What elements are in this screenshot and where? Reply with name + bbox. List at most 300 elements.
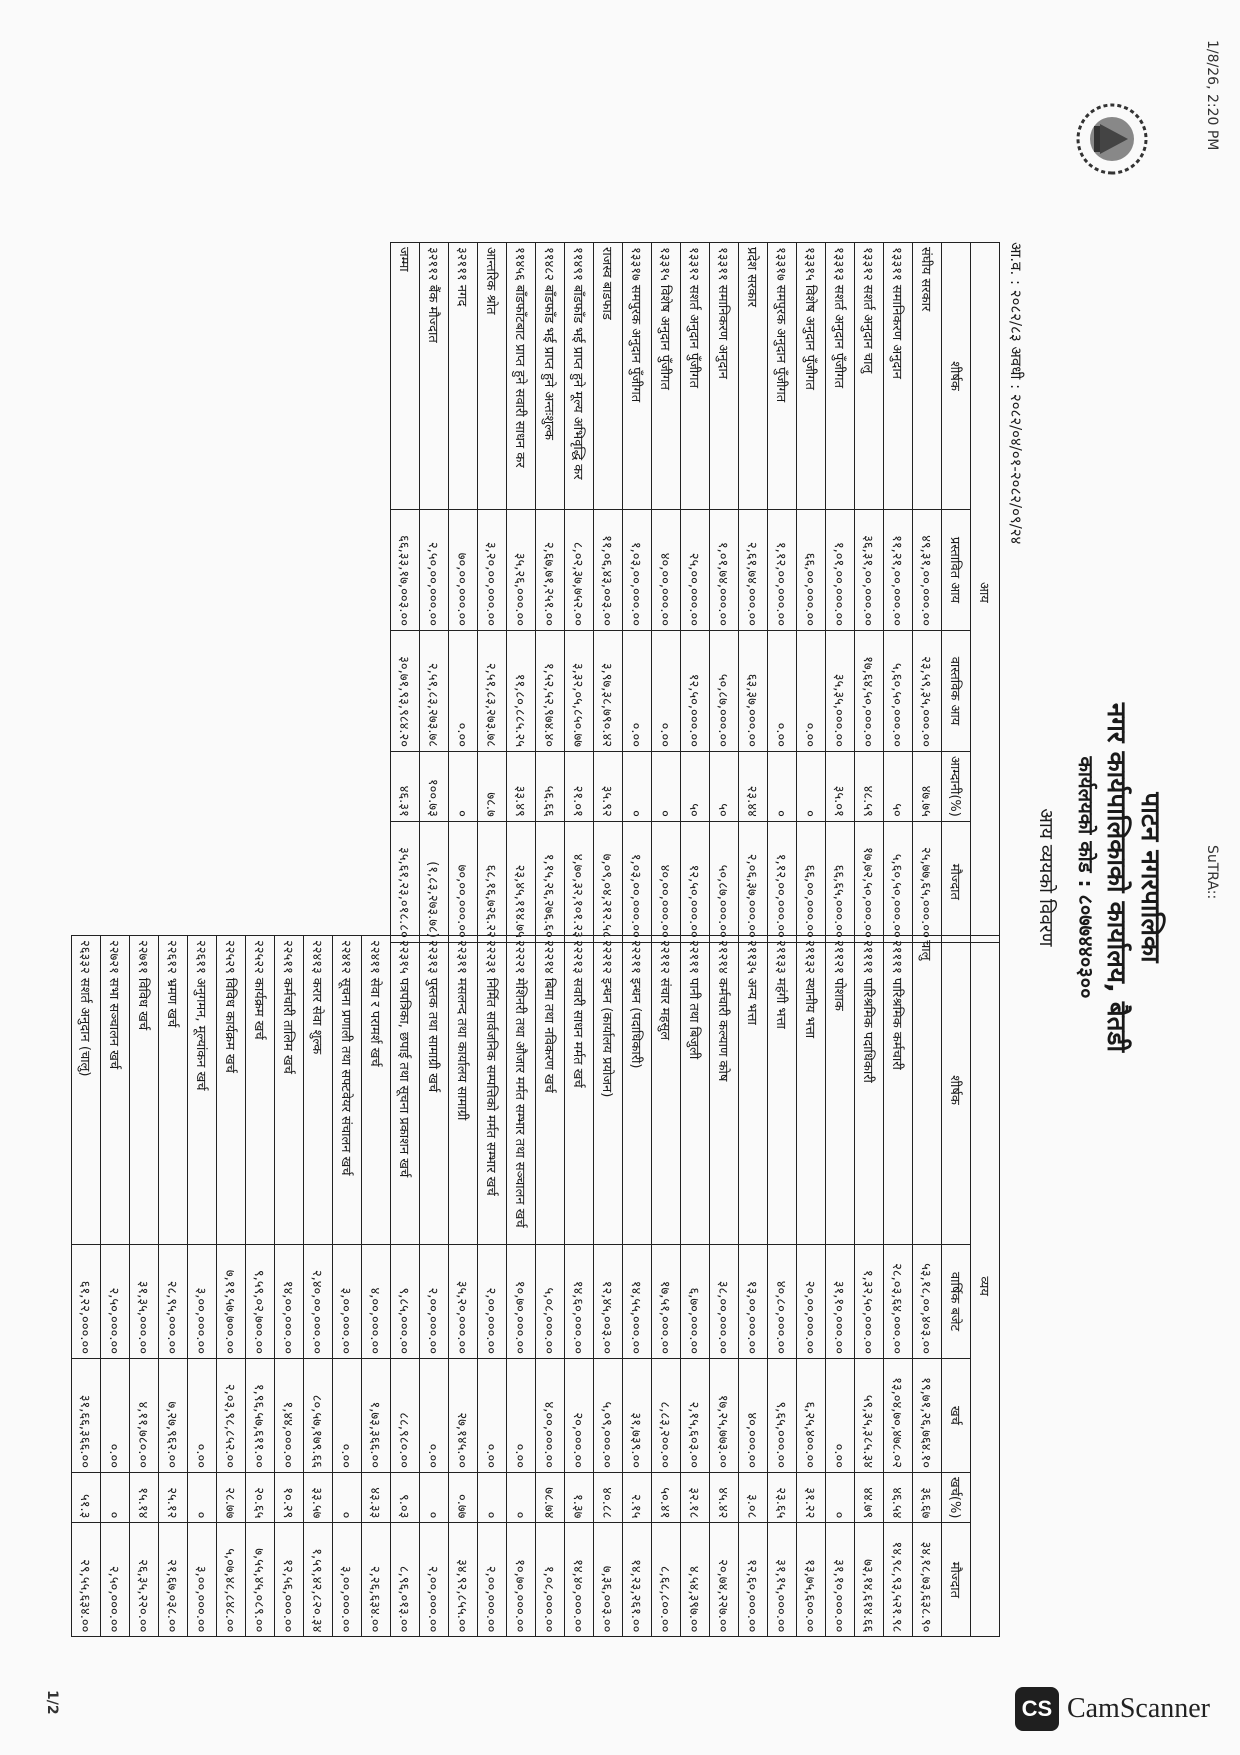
expense-cell: २२२२१ मेशिनरी तथा औजार मर्मत सम्भार तथा सञ्चालन खर्च [507,936,536,1245]
expense-cell: ४,००,०००.०० [362,1245,391,1359]
income-cell: ७०,००,०००.०० [449,821,478,942]
expense-cell: २२४१२ सूचना प्रणाली तथा सफ्टवेयर संचालन खर्च [333,936,362,1245]
income-cell: १३३१२ सशर्त अनुदान पुँजीगत [681,243,710,510]
expense-table-row [797,936,826,1637]
income-cell: राजस्व बाडफाड [594,243,623,510]
expense-cell: ० [478,1473,507,1523]
income-cell: ४८.५९ [855,752,884,822]
income-cell: २३,४५,११४.७५ [507,821,536,942]
income-cell: ४०,००,०००.०० [652,821,681,942]
expense-cell: २६,३५,२२०.०० [130,1523,159,1637]
expense-cell: २११३२ स्थानीय भत्ता [797,936,826,1245]
income-cell: १,१२,००,०००.०० [768,821,797,942]
expense-cell: २२१११ पानी तथा बिजुली [681,936,710,1245]
income-section-header: आय [971,243,1000,943]
expense-cell: ४६.५४ [884,1473,913,1523]
expense-cell: २२७११ विविध खर्च [130,936,159,1245]
expense-cell: २०,००,०००.०० [797,1245,826,1359]
expense-cell: ०.७७ [449,1473,478,1523]
expense-cell: १०,७०,०००.०० [507,1245,536,1359]
header-office: नगर कार्यपालिकाको कार्यालय, बैतडी [1101,702,1131,1053]
expense-cell: ५०.४१ [652,1473,681,1523]
income-cell: ३३.४९ [507,752,536,822]
income-cell: ५०,८७,०००.०० [710,821,739,942]
income-cell: २३.४४ [739,752,768,822]
income-cell: १,०१,००,०००.०० [826,510,855,631]
income-cell: १७,६४,५०,०००.०० [855,631,884,752]
expense-cell: ३,००,०००.०० [333,1523,362,1637]
expense-cell: ७३,१४,६१४.६६ [855,1523,884,1637]
expense-cell: ०.०० [420,1359,449,1473]
expense-cell: २११३५ अन्य भत्ता [739,936,768,1245]
expense-col-percent: खर्च(%) [942,1473,971,1523]
income-table-row [449,243,478,943]
expense-cell: १४,६०,०००.०० [565,1245,594,1359]
app-name: SuTRA:: [1204,845,1220,900]
income-cell: प्रदेश सरकार [739,243,768,510]
income-cell: ६६,००,०००.०० [797,821,826,942]
expense-table-row [623,936,652,1637]
income-cell: ३,२०,००,०००.०० [478,510,507,631]
expense-table-row [72,936,101,1637]
expense-cell: ७,५५,४५,०८९.०० [246,1523,275,1637]
expense-cell: २२६१२ भ्रमण खर्च [159,936,188,1245]
income-cell: ३५.९२ [594,752,623,822]
income-cell: ० [449,752,478,822]
expense-cell: १४,४०,०००.०० [565,1523,594,1637]
expense-col-title: शीर्षक [942,936,971,1245]
expense-cell: ० [188,1473,217,1523]
income-cell: ५०,८७,०००.०० [710,631,739,752]
expense-cell: ५,०७,४८,८४८.०० [217,1523,246,1637]
expense-cell: १,३२,५०,०००.०० [855,1245,884,1359]
expense-cell: १४,२३,२६१.०० [623,1523,652,1637]
income-cell: ० [652,752,681,822]
income-cell: ३,३२,०५,८५०.७७ [565,631,594,752]
expense-table-row [565,936,594,1637]
expense-cell: ३,००,०००.०० [188,1523,217,1637]
expense-cell: २,०३,९८,८५२.०० [217,1359,246,1473]
expense-cell: २,४०,००,०००.०० [304,1245,333,1359]
expense-cell: १.३७ [565,1473,594,1523]
income-cell: ६६,६५,०००.०० [826,821,855,942]
income-cell: १३३११ समानिकरण अनुदान [884,243,913,510]
income-cell: ११,८०,८८५.२५ [507,631,536,752]
page-number: 1/2 [44,1690,60,1715]
expense-cell: ० [826,1473,855,1523]
expense-cell: ९,६५,०००.०० [768,1359,797,1473]
expense-cell: ७,११,५७,७००.०० [217,1245,246,1359]
income-cell: १३३१३ सशर्त अनुदान पुँजीगत [826,243,855,510]
income-cell: १,०३,००,०००.०० [623,510,652,631]
expense-cell: ३,००,०००.०० [188,1245,217,1359]
income-cell: ०.०० [623,631,652,752]
income-cell: आन्तरिक श्रोत [478,243,507,510]
expense-cell: ० [420,1473,449,1523]
income-cell: ४९,३१,००,०००.०० [913,510,942,631]
expense-col-spent: खर्च [942,1359,971,1473]
expense-column-headers [942,936,971,1637]
income-cell: ५० [681,752,710,822]
header-subtitle: आय व्ययको विवरण [1035,808,1057,947]
expense-cell: ७,३६,००३.०० [594,1523,623,1637]
income-cell: ७,०९,०४,२१२.५८ [594,821,623,942]
income-cell: ६८,१६,७२६.२२ [478,821,507,942]
expense-cell: ३६.६७ [913,1473,942,1523]
expense-table-row [739,936,768,1637]
expense-cell: ०.०० [333,1359,362,1473]
expense-col-balance: मौज्दात [942,1523,971,1637]
expense-cell: १२,६०,०००.०० [739,1523,768,1637]
income-table-row [710,243,739,943]
expense-cell: १७,५१,०००.०० [652,1245,681,1359]
income-table-row [652,243,681,943]
income-cell: १३३११ समानिकरण अनुदान [710,243,739,510]
income-table-row [884,243,913,943]
income-cell: ३५,२६,०००.०० [507,510,536,631]
income-table-row [623,243,652,943]
expense-cell: ३४,१८,७३,६३८.९० [913,1523,942,1637]
expense-cell: ४५.४२ [710,1473,739,1523]
expense-table-row [449,936,478,1637]
income-cell: २,५१,८३,२७३.७८ [478,631,507,752]
expense-cell: १,५९,४२,८२०.३४ [304,1523,333,1637]
expense-cell: ३१,१५,०००.०० [768,1523,797,1637]
expense-cell: ३१,७३९.०० [623,1359,652,1473]
expense-table-row [768,936,797,1637]
expense-cell: २२३१३ पुस्तक तथा सामाग्री खर्च [420,936,449,1245]
expense-table-row [101,936,130,1637]
income-cell: जम्मा [391,243,420,510]
income-table [390,242,1000,943]
income-cell: ५० [710,752,739,822]
expense-cell: ९,५९,०२,७००.०० [246,1245,275,1359]
income-cell: ०.०० [652,631,681,752]
income-cell: ३०,७१,९३,९८४.२० [391,631,420,752]
print-datetime: 1/8/26, 2:20 PM [1204,40,1220,151]
income-cell: १,५२,५२,९७४.४० [536,631,565,752]
income-cell: ११४८२ बाँडफाँड भई प्राप्त हुने अन्तःशुल्क [536,243,565,510]
expense-cell: १,९६,५७,६११.०० [246,1359,275,1473]
expense-cell: १५.१४ [130,1473,159,1523]
income-cell: ०.०० [449,631,478,752]
income-cell: ३५.०१ [826,752,855,822]
income-cell: २,५०,००,०००.०० [420,510,449,631]
expense-cell: १०,७०,०००.०० [507,1523,536,1637]
expense-cell: १,४४,०००.०० [275,1359,304,1473]
expense-cell: ८,८३,२००.०० [652,1359,681,1473]
expense-cell: ३३.५७ [304,1473,333,1523]
expense-table-row [275,936,304,1637]
income-cell: ५,६०,५०,०००.०० [884,631,913,752]
expense-cell: २२२११ इन्धन (पदाधिकारी) [623,936,652,1245]
expense-cell: ३५,२०,०००.०० [449,1245,478,1359]
expense-cell: ८,६८,८००.०० [652,1523,681,1637]
expense-cell: १२,४५,००३.०० [594,1245,623,1359]
expense-cell: २२६११ अनुगमन, मूल्यांकन खर्च [188,936,217,1245]
expense-table-row [159,936,188,1637]
expense-cell: २११३३ महंगी भत्ता [768,936,797,1245]
expense-cell: २,००,०००.०० [420,1523,449,1637]
income-cell: ०.०० [768,631,797,752]
expense-cell: १९,७१,२६,७६४.१० [913,1359,942,1473]
income-cell: ७८.७ [478,752,507,822]
income-cell: ३२११२ बैंक मौज्दात [420,243,449,510]
expense-table-row [913,936,942,1637]
expense-cell: ०.०० [101,1359,130,1473]
expense-cell: ३१,१०,०००.०० [826,1523,855,1637]
expense-cell: २०,०००.०० [565,1359,594,1473]
income-cell: ८,०२,३७,७५२.०० [565,510,594,631]
expense-cell: ६,७०,०००.०० [681,1245,710,1359]
expense-cell: ३१,१०,०००.०० [826,1245,855,1359]
income-cell: ३६,३१,००,०००.०० [855,510,884,631]
expense-cell: ७८.७४ [536,1473,565,1523]
income-cell: २,६१,७४,०००.०० [739,510,768,631]
expense-cell: चालु [913,936,942,1245]
expense-cell: २२५११ कर्मचारी तालिम खर्च [275,936,304,1245]
expense-table-row [420,936,449,1637]
expense-table-row [246,936,275,1637]
expense-cell: २११२१ पोशाक [826,936,855,1245]
income-cell: ५६.६६ [536,752,565,822]
expense-cell: २,१५,६०३.०० [681,1359,710,1473]
expense-cell: १४,५५,०००.०० [623,1245,652,1359]
expense-cell: ९.०३ [391,1473,420,1523]
expense-table-row [188,936,217,1637]
expense-cell: २२४११ सेवा र परामर्श खर्च [362,936,391,1245]
expense-cell: २५.१२ [159,1473,188,1523]
expense-cell: २२७२१ सभा सञ्चालन खर्च [101,936,130,1245]
expense-table-row [478,936,507,1637]
expense-table-row [681,936,710,1637]
income-column-headers [942,243,971,943]
income-cell: १३३१५ विशेष अनुदान पुँजीगत [652,243,681,510]
expense-cell: १३,०४,७०,४७८.०२ [884,1359,913,1473]
expense-cell: ८,९६,०१३.०० [391,1523,420,1637]
expense-table [71,935,1000,1637]
income-cell: ३,९७,३८,७९०.४२ [594,631,623,752]
income-cell: ४६.३१ [391,752,420,822]
expense-cell: २२३११ मसलन्द तथा कार्यालय सामाग्री [449,936,478,1245]
income-cell: संघीय सरकार [913,243,942,510]
income-cell: २१.०१ [565,752,594,822]
expense-cell: ५१.३ [72,1473,101,1523]
income-cell: ० [797,752,826,822]
income-cell: १,०१,७४,०००.०० [710,510,739,631]
income-cell: १,०३,००,०००.०० [623,821,652,942]
income-cell: १३३१७ समपुरक अनुदान पुँजीगत [768,243,797,510]
income-cell: २,५१,८३,२७३.७८ [420,631,449,752]
income-table-row [739,243,768,943]
expense-cell: ०.०० [478,1359,507,1473]
expense-cell: ५९,३५,३८५.३४ [855,1359,884,1473]
expense-cell: १४,९८,९३,५२१.९८ [884,1523,913,1637]
expense-cell: ४४.७९ [855,1473,884,1523]
income-table-row [797,243,826,943]
income-cell: ४,७०,३२,१०१.२३ [565,821,594,942]
expense-cell: ९,८५,०००.०० [391,1245,420,1359]
expense-cell: १०.२९ [275,1473,304,1523]
expense-cell: २,२६,६३४.०० [362,1523,391,1637]
income-cell: ६३,३७,०००.०० [739,631,768,752]
expense-table-row [333,936,362,1637]
expense-cell: २२२१२ इन्धन (कार्यालय प्रयोजन) [594,936,623,1245]
expense-table-row [507,936,536,1637]
expense-cell: ४,११,७८०.०० [130,1359,159,1473]
income-table-row [478,243,507,943]
income-cell: २५,००,०००.०० [681,510,710,631]
expense-cell: १३,७५,६००.०० [797,1523,826,1637]
expense-cell: ४३.३३ [362,1473,391,1523]
expense-cell: ५,०९,०००.०० [594,1359,623,1473]
income-table-row [391,243,420,943]
income-table-row [536,243,565,943]
expense-cell: ० [101,1473,130,1523]
expense-table-row [884,936,913,1637]
expense-cell: २२२३१ निर्मित सार्वजनिक सम्पत्तिको मर्मत सम्भार खर्च [478,936,507,1245]
expense-cell: ४,५४,३९७.०० [681,1523,710,1637]
income-cell: १३३१५ विशेष अनुदान पुँजीगत [797,243,826,510]
expense-cell: २.१५ [623,1473,652,1523]
expense-cell: ५,०८,०००.०० [536,1245,565,1359]
expense-table-row [855,936,884,1637]
expense-cell: १३,००,०००.०० [739,1245,768,1359]
income-cell: ४७.७५ [913,752,942,822]
expense-cell: ३१.२२ [797,1473,826,1523]
expense-cell: २९,५५,६३४.०० [72,1523,101,1637]
expense-cell: २८,९५,०००.०० [159,1245,188,1359]
income-table-row [594,243,623,943]
expense-cell: १२,५६,०००.०० [275,1523,304,1637]
income-table-wrap [390,242,1000,943]
income-cell: ५,६०,५०,०००.०० [884,821,913,942]
expense-table-row [710,936,739,1637]
income-col-balance: मौज्दात [942,821,971,942]
income-cell: ० [623,752,652,822]
camscanner-badge: CS [1015,1687,1059,1731]
income-col-actual: वास्तविक आय [942,631,971,752]
header-title: पाटन नगरपालिका [1135,792,1165,963]
expense-cell: २२२१३ सवारी साधन मर्मत खर्च [565,936,594,1245]
expense-cell: २८.७७ [217,1473,246,1523]
expense-cell: ३८,००,०००.०० [710,1245,739,1359]
expense-table-row [594,936,623,1637]
expense-cell: ५३,१८,००,४०३.०० [913,1245,942,1359]
expense-cell: २२४१३ करार सेवा शुल्क [304,936,333,1245]
expense-cell: ६१,२२,०००.०० [72,1245,101,1359]
expense-cell: २३.६५ [768,1473,797,1523]
expense-cell: २२५२९ विविध कार्यक्रम खर्च [217,936,246,1245]
income-cell: १,१५,२६,२७६.६० [536,821,565,942]
income-cell: (१,८३,२७३.७८) [420,821,449,942]
expense-col-budget: वार्षिक बजेट [942,1245,971,1359]
expense-cell: ७,२७,९६२.०० [159,1359,188,1473]
income-cell: ११,२१,००,०००.०० [884,510,913,631]
expense-table-row [362,936,391,1637]
income-cell: ० [768,752,797,822]
expense-cell: ३२.१८ [681,1473,710,1523]
income-table-row [855,243,884,943]
expense-cell: २७,१४५.०० [449,1359,478,1473]
expense-cell: २२५२२ कार्यक्रम खर्च [246,936,275,1245]
expense-cell: ३४,९२,८५५.०० [449,1523,478,1637]
expense-cell: २६३३२ सशर्त अनुदान (चालु) [72,936,101,1245]
expense-cell: ४,००,०००.०० [536,1359,565,1473]
income-col-proposed: प्रस्तावित आय [942,510,971,631]
expense-cell: ०.०० [826,1359,855,1473]
income-cell: १२,५०,०००.०० [681,631,710,752]
expense-cell: २८,०३,६४,०००.०० [884,1245,913,1359]
income-cell: ०.०० [797,631,826,752]
expense-cell: ३,००,०००.०० [333,1245,362,1359]
expense-cell: ४०,०००.०० [739,1359,768,1473]
income-cell: ११४९१ बाँडफाँड भई प्राप्त हुने मूल्य अभिवृद्धि कर [565,243,594,510]
expense-cell: १,७३,३६६.०० [362,1359,391,1473]
expense-cell: ३.०८ [739,1473,768,1523]
expense-cell: ३१,३५,०००.०० [130,1245,159,1359]
income-cell: ११४५६ बाँडफाँटबाट प्राप्त हुने सवारी साधन कर [507,243,536,510]
expense-table-row [652,936,681,1637]
expense-cell: २१,६७,०३८.०० [159,1523,188,1637]
expense-cell: २,००,०००.०० [420,1245,449,1359]
income-cell: १७,७२,५०,०००.०० [855,821,884,942]
income-cell: २,०६,३७,०००.०० [739,821,768,942]
income-cell: ४०,००,०००.०० [652,510,681,631]
expense-cell: २०.६५ [246,1473,275,1523]
income-table-row [913,243,942,943]
income-col-title: शीर्षक [942,243,971,510]
expense-cell: ८०,५७,१७९.६६ [304,1359,333,1473]
expense-cell: १७,२५,७७३.०० [710,1359,739,1473]
income-cell: ३२१११ नगद [449,243,478,510]
income-cell: १,१२,००,०००.०० [768,510,797,631]
expense-cell: ०.०० [507,1359,536,1473]
expense-table-row [130,936,159,1637]
expense-cell: ० [333,1473,362,1523]
expense-cell: २२३१५ पत्रपत्रिका, छपाई तथा सूचना प्रकाशन खर्च [391,936,420,1245]
income-cell: २३,५९,३५,०००.०० [913,631,942,752]
income-cell: ६६,३३,१७,००३.०० [391,510,420,631]
income-cell: ११,०६,४३,००३.०० [594,510,623,631]
income-table-row [420,243,449,943]
header-code: कार्यलयको कोड : ८०७७४४०३०० [1074,756,1098,999]
income-col-percent: आम्दानी(%) [942,752,971,822]
income-cell: २,६७,७१,२५१.०० [536,510,565,631]
expense-cell: २०,७४,२२७.०० [710,1523,739,1637]
expense-cell: ४०.८८ [594,1473,623,1523]
income-cell: १३३१२ सशर्त अनुदान चालु [855,243,884,510]
expense-table-wrap [71,935,1000,1637]
income-cell: ३५,६१,२३,०१८.८० [391,821,420,942]
income-cell: १२,५०,०००.०० [681,821,710,942]
income-table-row [565,243,594,943]
expense-cell: २१२१४ कर्मचारी कल्याण कोष [710,936,739,1245]
expense-cell: ३१,६६,३६६.०० [72,1359,101,1473]
expense-table-row [304,936,333,1637]
expense-cell: २,००,०००.०० [478,1523,507,1637]
expense-table-row [826,936,855,1637]
expense-cell: ८८,९८०.०० [391,1359,420,1473]
income-cell: ६६,००,०००.०० [797,510,826,631]
expense-cell: ०.०० [188,1359,217,1473]
expense-cell: १,०८,०००.०० [536,1523,565,1637]
expense-cell: ६,२५,४००.०० [797,1359,826,1473]
expense-cell: २११११ पारिश्रमिक पदाधिकारी [855,936,884,1245]
income-cell: ५० [884,752,913,822]
expense-table-row [536,936,565,1637]
expense-table-row [391,936,420,1637]
